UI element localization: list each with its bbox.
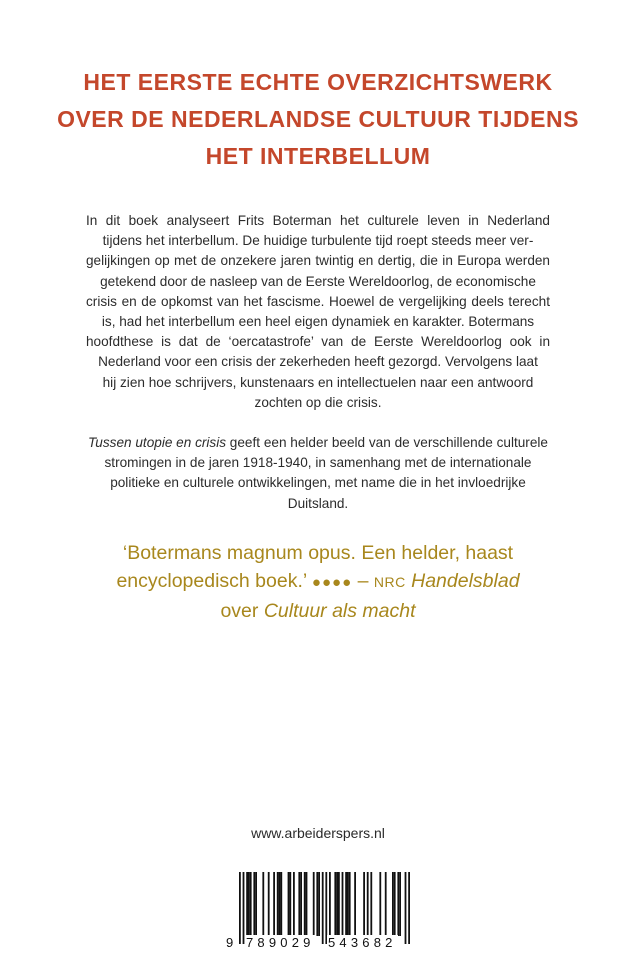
isbn-barcode	[223, 872, 415, 956]
barcode-bar	[262, 872, 264, 936]
quote-book-title: Cultuur als macht	[263, 600, 416, 622]
barcode-bar	[304, 872, 306, 936]
barcode-bar	[255, 872, 257, 936]
barcode-bar	[316, 872, 318, 936]
rating-dots: ●●●●	[311, 574, 353, 591]
barcode-bar	[248, 872, 250, 936]
quote-text: encyclopedisch boek.’	[116, 570, 312, 592]
publisher-website: www.arbeiderspers.nl	[251, 825, 385, 841]
blurb-line: crisis en de opkomst van het fascisme. Hoewel de vergelijking deels terecht	[86, 293, 550, 309]
blurb-line: zochten op die crisis.	[254, 394, 382, 410]
barcode-number	[223, 935, 415, 953]
blurb-paragraph-2	[86, 433, 550, 514]
barcode-bar	[253, 872, 255, 936]
blurb-line: Duitsland.	[287, 495, 349, 511]
barcode-bar	[313, 872, 315, 936]
barcode-bar	[385, 872, 387, 936]
barcode-bar	[246, 872, 248, 936]
back-cover-headline	[0, 64, 636, 175]
barcode-bar	[329, 872, 331, 936]
barcode-bar	[394, 872, 396, 936]
barcode-bar	[370, 872, 372, 936]
barcode-bar	[243, 872, 245, 944]
barcode-bar	[288, 872, 290, 936]
barcode-bar	[334, 872, 336, 936]
barcode-bar	[392, 872, 394, 936]
barcode-bar	[318, 872, 320, 936]
headline-line-1: HET EERSTE ECHTE OVERZICHTSWERK	[83, 69, 553, 95]
barcode-bar	[300, 872, 302, 936]
barcode-bar	[279, 872, 281, 936]
barcode-bar	[293, 872, 295, 936]
barcode-digit-group-1: 9	[226, 935, 234, 950]
barcode-bar	[367, 872, 369, 936]
barcode-bar	[280, 872, 282, 936]
book-title: Tussen utopie en crisis	[88, 435, 227, 451]
barcode-bar	[363, 872, 365, 936]
blurb-line: is, had het interbellum een heel eigen dynamiek en karakter. Botermans	[101, 314, 535, 330]
barcode-bar	[405, 872, 407, 944]
blurb-line: hij zien hoe schrijvers, kunstenaars en intellectuelen naar een antwoord	[102, 374, 534, 390]
quote-over: over	[220, 600, 264, 622]
blurb-line: getekend door de nasleep van de Eerste Wereldoorlog, de economische	[100, 273, 536, 289]
barcode-bar	[277, 872, 279, 936]
barcode-bar	[336, 872, 338, 936]
quote-dash: –	[352, 570, 374, 592]
quote-source-prefix: NRC	[373, 574, 406, 590]
barcode-bar	[347, 872, 349, 936]
headline-line-3: HET INTERBELLUM	[205, 143, 431, 169]
barcode-bar	[408, 872, 410, 944]
blurb-paragraph-1	[86, 211, 550, 413]
barcode-bar	[268, 872, 270, 936]
barcode-bar	[345, 872, 347, 936]
blurb-line: gelijkingen op met de onzekere jaren twintig en dertig, die in Europa werden	[86, 253, 550, 269]
quote-source: Handelsblad	[405, 570, 520, 592]
review-quote	[0, 539, 636, 625]
blurb-text-span: geeft een helder beeld van de verschillende culturele	[226, 435, 548, 451]
barcode-digit-group-2: 789029	[246, 935, 315, 950]
barcode-bar	[298, 872, 300, 936]
blurb-text	[86, 211, 550, 514]
barcode-bar	[322, 872, 324, 944]
blurb-line: stromingen in de jaren 1918-1940, in samenhang met de internationale	[104, 455, 532, 471]
blurb-line: hoofdthese is dat de ‘oercatastrofe’ van de Eerste Wereldoorlog ook in	[86, 334, 550, 350]
barcode-bar	[399, 872, 401, 936]
headline-line-2: OVER DE NEDERLANDSE CULTUUR TIJDENS	[57, 106, 579, 132]
barcode-bar	[397, 872, 399, 936]
blurb-line: tijdens het interbellum. De huidige turbulente tijd roept steeds meer ver-	[102, 233, 534, 249]
blurb-line: politieke en culturele ontwikkelingen, met name die in het invloedrijke	[110, 475, 526, 491]
barcode-bar	[239, 872, 241, 944]
barcode-bar	[250, 872, 252, 936]
barcode-bar	[379, 872, 381, 936]
barcode-bar	[354, 872, 356, 936]
barcode-bar	[349, 872, 351, 936]
barcode-bar	[325, 872, 327, 944]
barcode-digit-group-3: 543682	[328, 935, 397, 950]
blurb-line: Nederland voor een crisis der zekerheden heeft gezorgd. Vervolgens laat	[98, 354, 538, 370]
barcode-bar	[273, 872, 275, 936]
barcode-bar	[338, 872, 340, 936]
quote-line-2	[0, 567, 636, 597]
barcode-bar	[306, 872, 308, 936]
quote-line-3	[0, 597, 636, 625]
barcode-bar	[342, 872, 344, 936]
blurb-line: In dit boek analyseert Frits Boterman het culturele leven in Nederland	[86, 213, 550, 228]
quote-line-1: ‘Botermans magnum opus. Een helder, haast	[122, 542, 514, 564]
blurb-line	[86, 433, 550, 453]
barcode-bar	[289, 872, 291, 936]
